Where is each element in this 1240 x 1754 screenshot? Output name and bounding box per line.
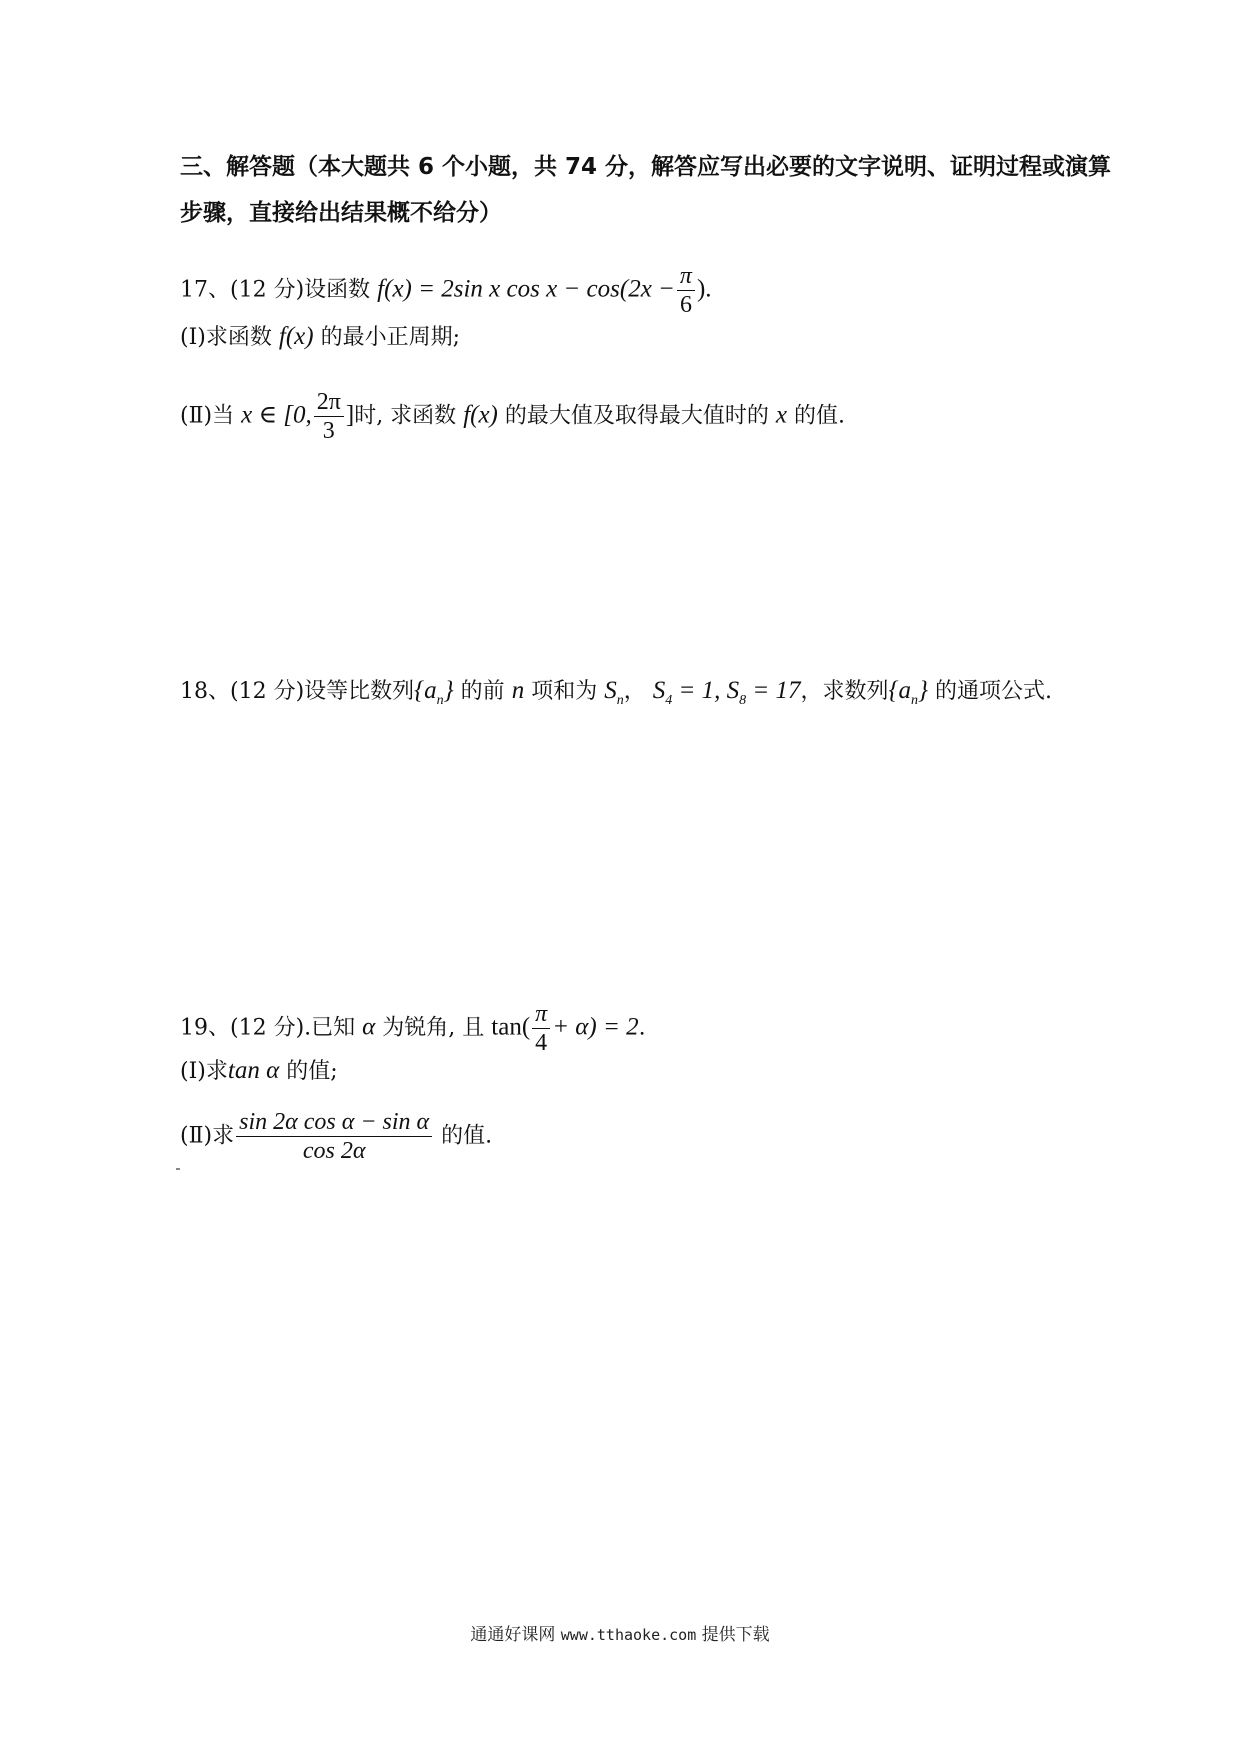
q19-part2-text-b: 的值. bbox=[441, 1123, 493, 1149]
q18-math-d2: = 1, S bbox=[678, 677, 740, 704]
q17-function: f(x) = 2sin x cos x − cos(2x − bbox=[377, 275, 675, 303]
footer-site: 通通好课网 bbox=[470, 1625, 556, 1645]
q17-part1-text-a: 求函数 bbox=[205, 325, 272, 350]
section-title-line2: 步骤，直接给出结果概不给分） bbox=[180, 200, 502, 226]
q17-part1 bbox=[180, 322, 460, 353]
section-title-line1: 三、解答题（本大题共 6 个小题，共 74 分，解答应写出必要的文字说明、证明过程或演算 bbox=[180, 154, 1112, 180]
q18-text-f: 的通项公式. bbox=[934, 679, 1052, 704]
q17-function-tail: ). bbox=[696, 275, 712, 303]
q17-frac-num: π bbox=[677, 262, 695, 291]
q19-math-a: α bbox=[362, 1013, 376, 1041]
q17-part2-frac-den: 3 bbox=[322, 418, 335, 444]
q17-frac-den: 6 bbox=[679, 292, 692, 318]
q17-part2-text-b: 时, 求函数 bbox=[354, 403, 457, 429]
q19-part1-math: tan α bbox=[227, 1057, 280, 1084]
q17-number: 17、 bbox=[180, 277, 230, 303]
q18-number: 18、 bbox=[180, 679, 230, 704]
q19-part2-frac-den: cos 2α bbox=[302, 1138, 366, 1164]
q19-part2-fraction bbox=[236, 1108, 432, 1165]
q17-part2-fraction bbox=[314, 388, 344, 445]
q18-math-e-end: } bbox=[917, 677, 928, 704]
q18-math-d3: = 17 bbox=[752, 677, 801, 704]
q19-part2-frac-num: sin 2α cos α − sin α bbox=[236, 1108, 432, 1137]
q17-part2-text-d: 的值. bbox=[794, 403, 846, 429]
q19-fraction bbox=[532, 1000, 550, 1057]
q17-part1-text-b: 的最小正周期; bbox=[320, 325, 460, 350]
q18-math-a-base: {a bbox=[414, 677, 437, 704]
q17-part1-math: f(x) bbox=[278, 323, 314, 350]
q18-math-d1-sub: 4 bbox=[665, 693, 673, 708]
page-footer bbox=[0, 1620, 1240, 1645]
footer-tail: 提供下载 bbox=[701, 1625, 770, 1645]
q17-part2-text-a: 当 bbox=[212, 403, 235, 429]
q19-number: 19、 bbox=[180, 1015, 230, 1041]
q18-math-d bbox=[652, 677, 801, 708]
q19-text-c: . bbox=[638, 1015, 646, 1041]
q19-math-c: + α) = 2 bbox=[552, 1013, 639, 1041]
q18-text-e: ，求数列 bbox=[800, 679, 889, 704]
q19-part2-label: (Ⅱ) bbox=[180, 1123, 213, 1149]
q17-intro: 设函数 bbox=[304, 277, 371, 303]
q18-math-c-sub: n bbox=[616, 693, 624, 708]
q17-part2-math-b: ] bbox=[345, 401, 355, 429]
q17-points: (12 分) bbox=[230, 277, 305, 303]
q19-part1-text-a: 求 bbox=[205, 1059, 228, 1084]
q17-stem bbox=[180, 262, 712, 319]
q19-frac-num: π bbox=[532, 1000, 550, 1029]
q18-math-c bbox=[604, 677, 624, 708]
q18-math-e-sub: n bbox=[910, 693, 918, 708]
q19-frac-den: 4 bbox=[535, 1030, 548, 1056]
q18-math-d1: S bbox=[652, 677, 666, 704]
q19-math-b: tan( bbox=[491, 1013, 531, 1041]
q18-math-a-end: } bbox=[443, 677, 454, 704]
q18-text-c: 项和为 bbox=[531, 679, 598, 704]
q18-stem bbox=[180, 676, 1052, 716]
q18-math-b: n bbox=[511, 677, 525, 704]
q18-text-b: 的前 bbox=[460, 679, 505, 704]
q19-part1 bbox=[180, 1056, 338, 1087]
q17-part1-label: (Ⅰ) bbox=[180, 325, 206, 350]
q19-part2-text-a: 求 bbox=[212, 1123, 235, 1149]
footer-url: www.tthaoke.com bbox=[560, 1626, 697, 1644]
q18-points: (12 分) bbox=[230, 679, 305, 704]
q19-points: (12 分) bbox=[230, 1015, 305, 1041]
q17-fraction bbox=[677, 262, 695, 319]
q17-part2-math-a: x ∈ [0, bbox=[241, 401, 312, 429]
q18-math-c-base: S bbox=[604, 677, 617, 704]
q19-part1-text-b: 的值; bbox=[286, 1059, 338, 1084]
q19-text-a: .已知 bbox=[304, 1015, 356, 1041]
q18-math-a bbox=[414, 677, 454, 708]
q17-part2 bbox=[180, 388, 845, 445]
q17-part2-text-c: 的最大值及取得最大值时的 bbox=[504, 403, 769, 429]
q19-part1-label: (Ⅰ) bbox=[180, 1059, 206, 1084]
q17-part2-math-c: f(x) bbox=[463, 401, 498, 429]
q18-math-d2-sub: 8 bbox=[739, 693, 747, 708]
q18-math-e bbox=[888, 677, 928, 708]
q19-stem bbox=[180, 1000, 646, 1057]
q18-math-a-sub: n bbox=[436, 693, 444, 708]
q17-part2-math-d: x bbox=[775, 401, 788, 429]
q17-part2-label: (Ⅱ) bbox=[180, 403, 213, 429]
q18-text-a: 设等比数列 bbox=[304, 679, 415, 704]
q19-part2 bbox=[180, 1108, 492, 1165]
q18-text-d: ， bbox=[623, 679, 646, 704]
q17-part2-frac-num: 2π bbox=[314, 388, 344, 417]
q19-text-b: 为锐角, 且 bbox=[382, 1015, 485, 1041]
q18-math-e-base: {a bbox=[888, 677, 911, 704]
stray-mark bbox=[176, 1168, 180, 1170]
